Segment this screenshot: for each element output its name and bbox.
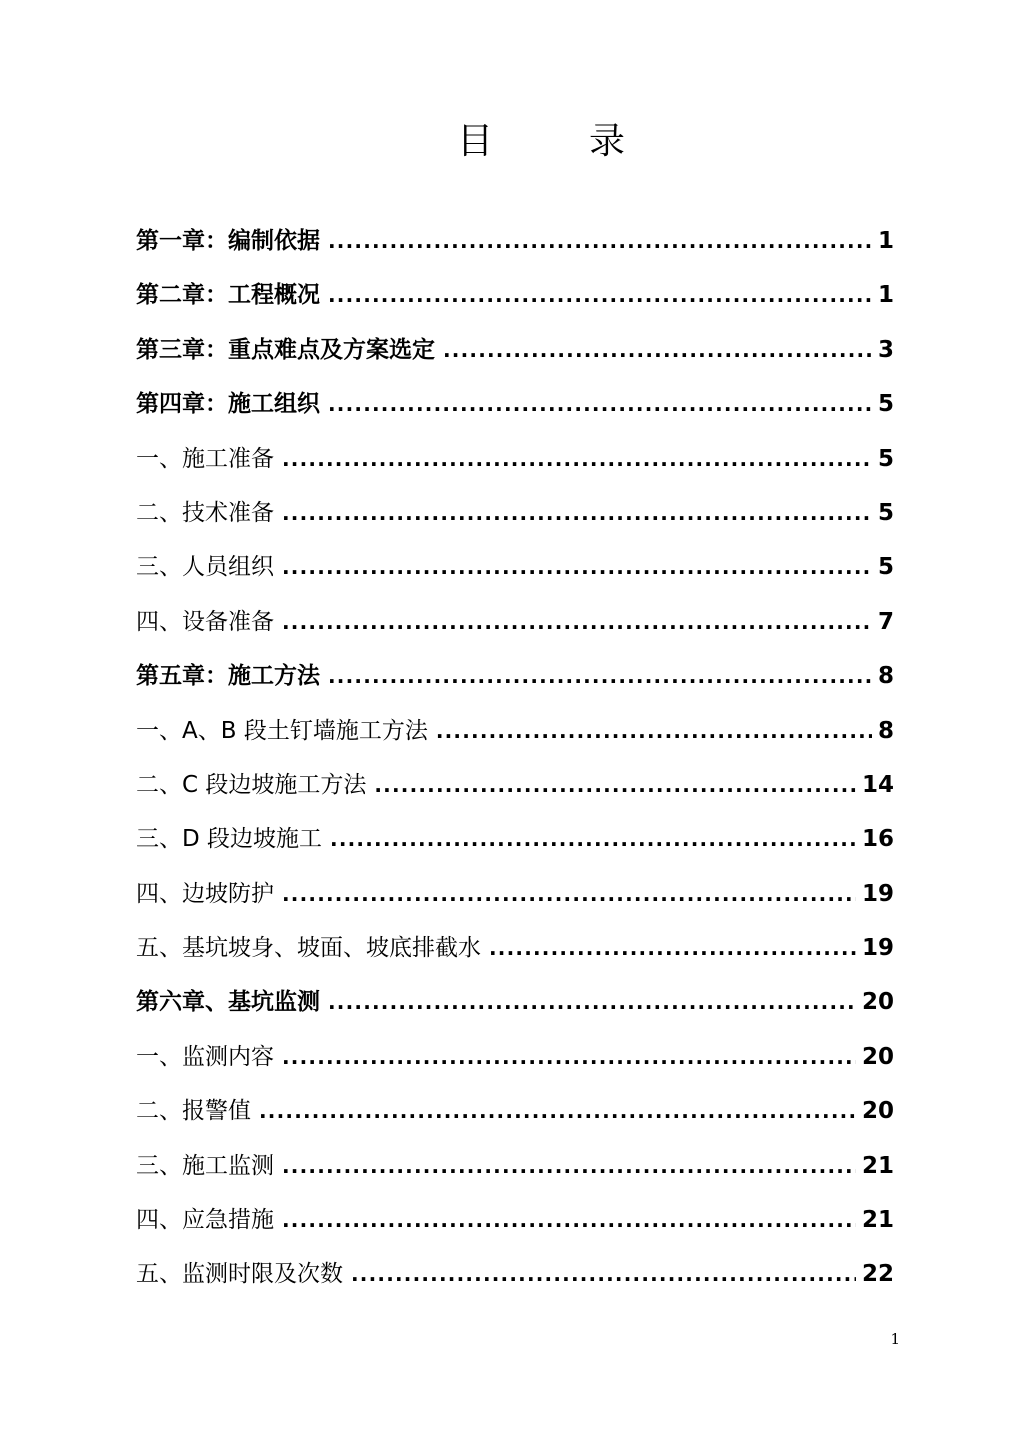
toc-entry[interactable] bbox=[136, 921, 894, 975]
toc-leader bbox=[282, 1030, 856, 1084]
toc-entry-label: 第四章：施工组织 bbox=[136, 391, 320, 418]
toc-entry-page: 14 bbox=[861, 771, 894, 798]
toc-entry[interactable] bbox=[136, 377, 894, 431]
toc-entry-page: 20 bbox=[861, 1043, 894, 1070]
toc-entry[interactable] bbox=[136, 595, 894, 649]
toc-entry[interactable] bbox=[136, 323, 894, 377]
toc-leader bbox=[282, 867, 856, 921]
toc-entry-label: 二、报警值 bbox=[136, 1098, 251, 1125]
toc-entry-page: 3 bbox=[877, 336, 894, 363]
toc-entry-label: 三、D 段边坡施工 bbox=[136, 826, 323, 853]
toc-entry[interactable] bbox=[136, 867, 894, 921]
toc-entry[interactable] bbox=[136, 649, 894, 703]
toc-entry-label: 第二章：工程概况 bbox=[136, 282, 320, 309]
toc-entry-page: 1 bbox=[877, 282, 894, 309]
toc-leader bbox=[282, 540, 872, 594]
toc-entry-page: 5 bbox=[877, 391, 894, 418]
page-number: 1 bbox=[890, 1330, 900, 1348]
toc-entry-label: 第六章、基坑监测 bbox=[136, 989, 320, 1016]
toc-leader bbox=[328, 649, 872, 703]
toc-entry[interactable] bbox=[136, 812, 894, 866]
toc-entry[interactable] bbox=[136, 704, 894, 758]
toc-entry[interactable] bbox=[136, 268, 894, 322]
toc-leader bbox=[351, 1247, 856, 1301]
toc-entry-page: 20 bbox=[861, 1098, 894, 1125]
toc-list bbox=[136, 214, 894, 1302]
toc-leader bbox=[282, 595, 872, 649]
toc-entry[interactable] bbox=[136, 1139, 894, 1193]
toc-entry-page: 19 bbox=[861, 935, 894, 962]
toc-entry-page: 19 bbox=[861, 880, 894, 907]
toc-leader bbox=[282, 432, 872, 486]
toc-entry-label: 四、设备准备 bbox=[136, 608, 274, 635]
toc-entry[interactable] bbox=[136, 975, 894, 1029]
toc-leader bbox=[330, 812, 856, 866]
toc-leader bbox=[436, 704, 872, 758]
toc-entry-page: 7 bbox=[877, 608, 894, 635]
toc-entry[interactable] bbox=[136, 214, 894, 268]
toc-entry-label: 三、人员组织 bbox=[136, 554, 274, 581]
toc-entry-label: 四、边坡防护 bbox=[136, 880, 274, 907]
toc-entry-page: 22 bbox=[861, 1261, 894, 1288]
toc-entry-label: 三、施工监测 bbox=[136, 1152, 274, 1179]
toc-entry-label: 第五章：施工方法 bbox=[136, 663, 320, 690]
toc-entry-page: 16 bbox=[861, 826, 894, 853]
toc-entry-label: 五、基坑坡身、坡面、坡底排截水 bbox=[136, 935, 481, 962]
toc-entry-page: 5 bbox=[877, 499, 894, 526]
toc-leader bbox=[328, 214, 872, 268]
toc-entry-label: 四、应急措施 bbox=[136, 1207, 274, 1234]
toc-entry-page: 8 bbox=[877, 717, 894, 744]
toc-entry-page: 1 bbox=[877, 228, 894, 254]
toc-leader bbox=[328, 268, 872, 322]
toc-entry[interactable] bbox=[136, 486, 894, 540]
toc-entry-label: 二、技术准备 bbox=[136, 499, 274, 526]
toc-leader bbox=[374, 758, 856, 812]
toc-entry-label: 一、监测内容 bbox=[136, 1043, 274, 1070]
toc-entry-label: 一、A、B 段土钉墙施工方法 bbox=[136, 717, 428, 744]
toc-entry[interactable] bbox=[136, 540, 894, 594]
toc-entry-label: 第三章：重点难点及方案选定 bbox=[136, 336, 435, 363]
toc-entry[interactable] bbox=[136, 432, 894, 486]
toc-leader bbox=[443, 323, 872, 377]
toc-entry-page: 20 bbox=[861, 989, 894, 1016]
toc-entry-label: 五、监测时限及次数 bbox=[136, 1261, 343, 1288]
toc-entry-page: 21 bbox=[861, 1207, 894, 1234]
toc-entry-label: 二、C 段边坡施工方法 bbox=[136, 771, 367, 798]
toc-leader bbox=[282, 1193, 856, 1247]
page-title: 目 录 bbox=[456, 121, 655, 162]
toc-leader bbox=[328, 975, 856, 1029]
toc-entry-page: 5 bbox=[877, 554, 894, 581]
toc-leader bbox=[489, 921, 856, 975]
toc-entry-page: 8 bbox=[877, 663, 894, 690]
toc-leader bbox=[259, 1084, 856, 1138]
toc-entry-page: 5 bbox=[877, 445, 894, 472]
toc-entry[interactable] bbox=[136, 1030, 894, 1084]
toc-leader bbox=[328, 377, 872, 431]
toc-entry[interactable] bbox=[136, 758, 894, 812]
toc-entry-label: 一、施工准备 bbox=[136, 445, 274, 472]
toc-entry[interactable] bbox=[136, 1193, 894, 1247]
toc-leader bbox=[282, 1139, 856, 1193]
toc-entry[interactable] bbox=[136, 1084, 894, 1138]
toc-leader bbox=[282, 486, 872, 540]
toc-entry-page: 21 bbox=[861, 1152, 894, 1179]
toc-entry-label: 第一章：编制依据 bbox=[136, 228, 320, 254]
toc-entry[interactable] bbox=[136, 1247, 894, 1301]
